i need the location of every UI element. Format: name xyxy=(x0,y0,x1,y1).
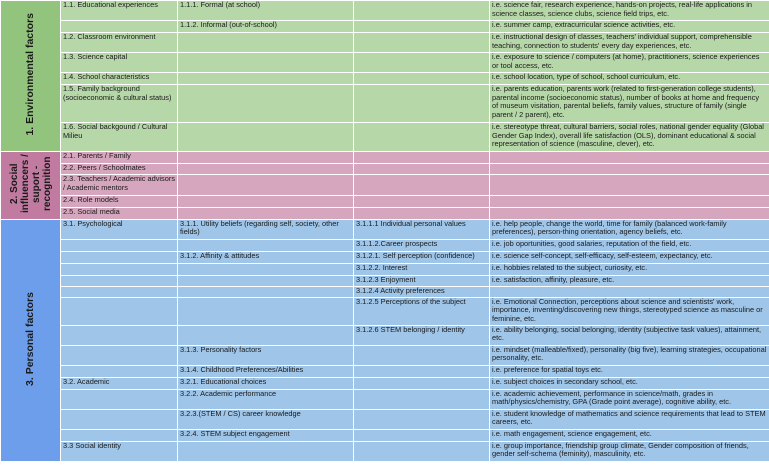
cell-text: 1.4. School characteristics xyxy=(63,72,150,81)
cell-c1 xyxy=(61,429,178,441)
cell-text: 3.1.2.5 Perceptions of the subject xyxy=(356,297,466,306)
cell-c4 xyxy=(490,207,769,219)
category-label: 2. Social influencers / suport - recognition xyxy=(8,154,53,214)
cell-c2 xyxy=(178,275,354,286)
cell-text: 3.1.2.6 STEM belonging / identity xyxy=(356,325,465,334)
cell-c2 xyxy=(178,53,354,73)
cell-c3 xyxy=(354,1,490,21)
cell-c3 xyxy=(354,286,490,297)
cell-c1 xyxy=(61,85,178,123)
cell-c2 xyxy=(178,389,354,409)
cell-c4 xyxy=(490,33,769,53)
cell-c3 xyxy=(354,21,490,33)
cell-text: 3.1.3. Personality factors xyxy=(180,345,262,354)
cell-c4 xyxy=(490,325,769,345)
cell-text: i.e. school location, type of school, school curriculum, etc. xyxy=(492,72,681,81)
cell-c4 xyxy=(490,441,769,461)
cell-text: i.e. group importance, friendship group climate, Gender composition of friends, gender self-schema (feminity), masculinity, etc. xyxy=(492,441,749,459)
cell-text: i.e. summer camp, extracurricular science activities, etc. xyxy=(492,20,676,29)
cell-c3 xyxy=(354,251,490,263)
cell-c4 xyxy=(490,175,769,196)
cell-c4 xyxy=(490,286,769,297)
cell-c2 xyxy=(178,365,354,377)
cell-c1 xyxy=(61,441,178,461)
cell-text: 2.5. Social media xyxy=(63,207,120,216)
category-cell xyxy=(1,152,61,220)
cell-c4 xyxy=(490,53,769,73)
cell-c1 xyxy=(61,33,178,53)
cell-c2 xyxy=(178,239,354,251)
table-row xyxy=(1,365,769,377)
cell-c1 xyxy=(61,73,178,85)
table-row xyxy=(1,325,769,345)
cell-text: 2.4. Role models xyxy=(63,195,119,205)
cell-c4 xyxy=(490,21,769,33)
cell-c4 xyxy=(490,429,769,441)
cell-c4 xyxy=(490,1,769,21)
cell-text: i.e. student knowledge of mathematics and science requirements that lead to STEM careers, etc. xyxy=(492,409,766,427)
table-row xyxy=(1,73,769,85)
cell-c4 xyxy=(490,152,769,164)
cell-c2 xyxy=(178,286,354,297)
table-row xyxy=(1,33,769,53)
cell-text: 2.1. Parents / Family xyxy=(63,151,131,160)
cell-c4 xyxy=(490,263,769,275)
cell-c1 xyxy=(61,21,178,33)
table-row xyxy=(1,196,769,208)
category-cell xyxy=(1,1,61,152)
cell-c3 xyxy=(354,263,490,275)
table-row xyxy=(1,219,769,239)
cell-c3 xyxy=(354,365,490,377)
cell-c1 xyxy=(61,365,178,377)
table-row xyxy=(1,297,769,325)
cell-text: 3.2.1. Educational choices xyxy=(180,377,267,386)
cell-c4 xyxy=(490,365,769,377)
category-cell xyxy=(1,219,61,461)
category-label: 3. Personal factors xyxy=(24,291,36,386)
cell-text: 3.1.2. Affinity & attitudes xyxy=(180,251,260,260)
cell-c1 xyxy=(61,175,178,196)
cell-c3 xyxy=(354,275,490,286)
cell-text: 1.2. Classroom environment xyxy=(63,32,156,41)
cell-c1 xyxy=(61,152,178,164)
cell-text: i.e. science fair, research experience, hands-on projects, real-life applications in science classes, science clubs, science field trips, etc. xyxy=(492,0,753,18)
cell-text: 3.2. Academic xyxy=(63,377,110,386)
cell-text: 3.1.4. Childhood Preferences/Abilities xyxy=(180,365,304,374)
cell-c3 xyxy=(354,389,490,409)
cell-c2 xyxy=(178,263,354,275)
cell-c3 xyxy=(354,441,490,461)
cell-c3 xyxy=(354,175,490,196)
table-row xyxy=(1,251,769,263)
cell-c4 xyxy=(490,85,769,123)
cell-c2 xyxy=(178,377,354,389)
cell-c1 xyxy=(61,345,178,365)
cell-c3 xyxy=(354,325,490,345)
table-row xyxy=(1,377,769,389)
cell-text: i.e. science self-concept, self-efficacy, self-esteem, expectancy, etc. xyxy=(492,251,713,260)
cell-c1 xyxy=(61,389,178,409)
cell-c3 xyxy=(354,196,490,208)
cell-text: i.e. preference for spatial toys etc. xyxy=(492,365,603,374)
cell-c3 xyxy=(354,239,490,251)
cell-text: i.e. stereotype threat, cultural barriers, social roles, national gender equality (Global Gender Gap Index), overall life satisfaction (OLS), dominant educational & social representation of science (masculine, clever), etc. xyxy=(492,122,764,149)
cell-c1 xyxy=(61,251,178,263)
cell-text: i.e. mindset (malleable/fixed), personality (big five), learning strategies, occupational personality, etc. xyxy=(492,345,767,363)
cell-c4 xyxy=(490,345,769,365)
cell-text: i.e. parents education, parents work (related to first-generation college students), parental income (socioeconomic status), number of books at home and frequency of museum visitation, parental beliefs, family values, structure of family (single parent / 2 parent), etc. xyxy=(492,84,760,119)
cell-c2 xyxy=(178,33,354,53)
cell-c1 xyxy=(61,325,178,345)
table-row xyxy=(1,152,769,164)
cell-text: i.e. math engagement, science engagement, etc. xyxy=(492,429,652,438)
cell-text: i.e. instructional design of classes, teachers' individual support, comprehensible teaching, connection to students' every day experiences, etc. xyxy=(492,32,752,50)
cell-text: 2.3. Teachers / Academic advisors / Academic mentors xyxy=(63,174,176,192)
cell-c2 xyxy=(178,85,354,123)
cell-c2 xyxy=(178,21,354,33)
cell-c1 xyxy=(61,219,178,239)
cell-text: i.e. job oportunities, good salaries, reputation of the field, etc. xyxy=(492,239,692,248)
cell-c1 xyxy=(61,163,178,175)
cell-c3 xyxy=(354,207,490,219)
cell-text: 3.2.3.(STEM / CS) career knowledge xyxy=(180,409,301,418)
cell-c1 xyxy=(61,409,178,429)
cell-text: 3.3 Social identity xyxy=(63,441,121,450)
cell-text: i.e. exposure to science / computers (at home), practitioners, science experiences or tool access, etc. xyxy=(492,52,760,70)
cell-text: 1.1. Educational experiences xyxy=(63,0,158,9)
table-row xyxy=(1,1,769,21)
table-row xyxy=(1,389,769,409)
cell-c1 xyxy=(61,275,178,286)
table-row xyxy=(1,263,769,275)
table-row xyxy=(1,275,769,286)
table-row xyxy=(1,85,769,123)
cell-c2 xyxy=(178,73,354,85)
cell-c2 xyxy=(178,325,354,345)
cell-c3 xyxy=(354,345,490,365)
cell-c4 xyxy=(490,123,769,152)
cell-text: i.e. satisfaction, affinity, pleasure, etc. xyxy=(492,275,615,284)
cell-text: i.e. help people, change the world, time for family (balanced work-family preferences), person-thing orientation, agency beliefs, etc. xyxy=(492,219,727,237)
cell-c1 xyxy=(61,263,178,275)
cell-c3 xyxy=(354,123,490,152)
table-row xyxy=(1,409,769,429)
factors-table-body xyxy=(1,1,769,462)
cell-text: 1.1.1. Formal (at school) xyxy=(180,0,261,9)
cell-text: 1.1.2. Informal (out-of-school) xyxy=(180,20,277,29)
table-row xyxy=(1,207,769,219)
cell-c4 xyxy=(490,409,769,429)
cell-c2 xyxy=(178,207,354,219)
cell-c2 xyxy=(178,219,354,239)
table-row xyxy=(1,21,769,33)
cell-text: i.e. subject choices in secondary school, etc. xyxy=(492,377,638,386)
cell-c3 xyxy=(354,33,490,53)
cell-c3 xyxy=(354,219,490,239)
cell-c4 xyxy=(490,239,769,251)
cell-c2 xyxy=(178,429,354,441)
cell-text: 1.3. Science capital xyxy=(63,52,128,61)
cell-text: i.e. hobbies related to the subject, curiosity, etc. xyxy=(492,263,648,272)
table-row xyxy=(1,345,769,365)
cell-c4 xyxy=(490,163,769,175)
cell-c4 xyxy=(490,297,769,325)
cell-c3 xyxy=(354,429,490,441)
table-row xyxy=(1,163,769,175)
cell-c1 xyxy=(61,1,178,21)
cell-c1 xyxy=(61,377,178,389)
cell-text: 3.1.2.2. Interest xyxy=(356,263,408,272)
cell-c3 xyxy=(354,377,490,389)
cell-c3 xyxy=(354,53,490,73)
cell-text: 3.1.2.1. Self perception (confidence) xyxy=(356,251,475,260)
cell-c4 xyxy=(490,275,769,286)
cell-c4 xyxy=(490,219,769,239)
cell-c1 xyxy=(61,207,178,219)
cell-c1 xyxy=(61,123,178,152)
cell-text: 3.1.2.3 Enjoyment xyxy=(356,275,416,284)
cell-text: 3.1.2.4 Activity preferences xyxy=(356,286,445,295)
cell-c4 xyxy=(490,251,769,263)
cell-text: 3.1.1.2.Career prospects xyxy=(356,239,438,248)
cell-c2 xyxy=(178,441,354,461)
cell-c2 xyxy=(178,163,354,175)
cell-c2 xyxy=(178,345,354,365)
cell-c1 xyxy=(61,53,178,73)
cell-c2 xyxy=(178,196,354,208)
cell-c1 xyxy=(61,196,178,208)
cell-text: i.e. academic achievement, performance in science/math, grades in math/physics/chemistry, GPA (Grade point average), cognitive ability, etc. xyxy=(492,389,732,407)
table-row xyxy=(1,441,769,461)
category-label: 1. Environmental factors xyxy=(24,13,36,136)
cell-c3 xyxy=(354,85,490,123)
table-row xyxy=(1,429,769,441)
table-row xyxy=(1,123,769,152)
cell-text: i.e. ability belonging, social belonging, identity (subjective task values), attainment, etc. xyxy=(492,325,762,343)
cell-c3 xyxy=(354,152,490,164)
cell-text: 3.1.1. Utility beliefs (regarding self, society, other fields) xyxy=(180,219,339,237)
cell-c4 xyxy=(490,389,769,409)
cell-c3 xyxy=(354,73,490,85)
cell-text: 1.5. Family background (socioeconomic & cultural status) xyxy=(63,84,172,102)
table-row xyxy=(1,286,769,297)
cell-c2 xyxy=(178,251,354,263)
cell-c4 xyxy=(490,196,769,208)
table-row xyxy=(1,53,769,73)
cell-c1 xyxy=(61,239,178,251)
cell-text: 2.2. Peers / Schoolmates xyxy=(63,163,146,172)
cell-c1 xyxy=(61,297,178,325)
cell-text: 3.1.1.1 Individual personal values xyxy=(356,219,466,228)
cell-c2 xyxy=(178,1,354,21)
cell-c3 xyxy=(354,409,490,429)
cell-c4 xyxy=(490,73,769,85)
table-row xyxy=(1,239,769,251)
cell-c2 xyxy=(178,152,354,164)
cell-text: 3.1. Psychological xyxy=(63,219,123,228)
cell-c2 xyxy=(178,123,354,152)
cell-c3 xyxy=(354,297,490,325)
cell-c1 xyxy=(61,286,178,297)
cell-c4 xyxy=(490,377,769,389)
cell-text: 3.2.4. STEM subject engagement xyxy=(180,429,290,438)
cell-c3 xyxy=(354,163,490,175)
cell-c2 xyxy=(178,175,354,196)
cell-text: 3.2.2. Academic performance xyxy=(180,389,277,398)
cell-text: 1.6. Social backgound / Cultural Milieu xyxy=(63,122,168,140)
table-row xyxy=(1,175,769,196)
cell-text: i.e. Emotional Connection, perceptions about science and scientists' work, importance, inventing/discovering new things, stereotyped science as masculine or feminine, etc. xyxy=(492,297,763,323)
cell-c2 xyxy=(178,409,354,429)
cell-c2 xyxy=(178,297,354,325)
